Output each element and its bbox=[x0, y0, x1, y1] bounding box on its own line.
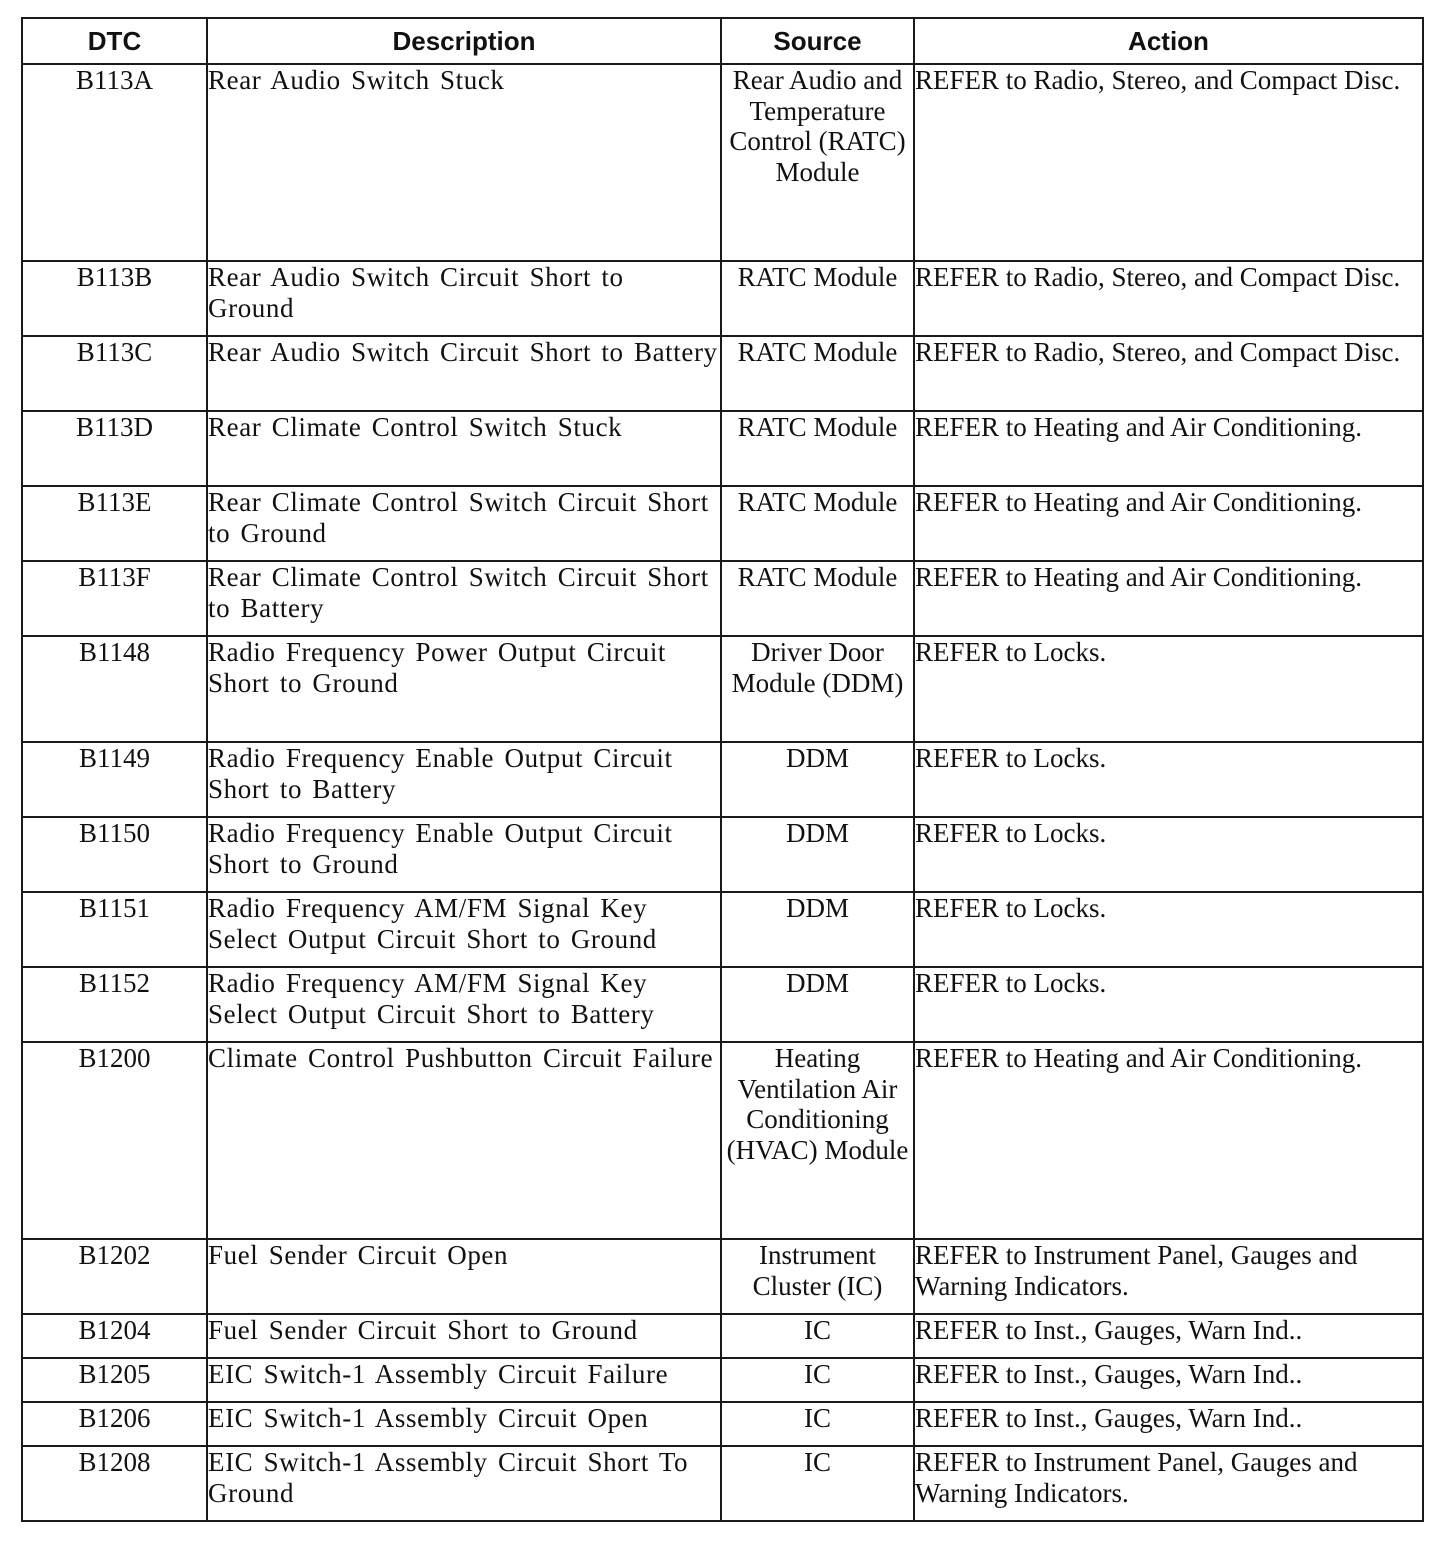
dtc-source: IC bbox=[721, 1358, 914, 1402]
dtc-code: B1149 bbox=[22, 742, 207, 817]
dtc-description: Rear Climate Control Switch Circuit Short to Battery bbox=[207, 561, 721, 636]
dtc-code: B1151 bbox=[22, 892, 207, 967]
dtc-action: REFER to Locks. bbox=[914, 892, 1423, 967]
dtc-source: Driver Door Module (DDM) bbox=[721, 636, 914, 742]
table-row bbox=[22, 64, 1423, 261]
header-source: Source bbox=[721, 18, 914, 64]
dtc-description: Rear Audio Switch Circuit Short to Ground bbox=[207, 261, 721, 336]
dtc-description: EIC Switch-1 Assembly Circuit Short To Ground bbox=[207, 1446, 721, 1521]
dtc-code: B113C bbox=[22, 336, 207, 411]
dtc-source: RATC Module bbox=[721, 336, 914, 411]
dtc-action: REFER to Inst., Gauges, Warn Ind.. bbox=[914, 1314, 1423, 1358]
dtc-source: Rear Audio and Temperature Control (RATC) Module bbox=[721, 64, 914, 261]
dtc-action: REFER to Locks. bbox=[914, 967, 1423, 1042]
dtc-source: RATC Module bbox=[721, 486, 914, 561]
dtc-description: EIC Switch-1 Assembly Circuit Open bbox=[207, 1402, 721, 1446]
dtc-code: B1148 bbox=[22, 636, 207, 742]
dtc-description: Climate Control Pushbutton Circuit Failure bbox=[207, 1042, 721, 1239]
dtc-code: B113F bbox=[22, 561, 207, 636]
header-row bbox=[22, 18, 1423, 64]
dtc-action: REFER to Radio, Stereo, and Compact Disc. bbox=[914, 336, 1423, 411]
dtc-code: B113D bbox=[22, 411, 207, 486]
table-row bbox=[22, 1358, 1423, 1402]
dtc-code: B1150 bbox=[22, 817, 207, 892]
dtc-description: Radio Frequency Enable Output Circuit Short to Ground bbox=[207, 817, 721, 892]
dtc-source: IC bbox=[721, 1402, 914, 1446]
dtc-code: B1200 bbox=[22, 1042, 207, 1239]
dtc-description: Fuel Sender Circuit Open bbox=[207, 1239, 721, 1314]
table-row bbox=[22, 892, 1423, 967]
dtc-description: Radio Frequency Enable Output Circuit Short to Battery bbox=[207, 742, 721, 817]
dtc-description: Radio Frequency AM/FM Signal Key Select Output Circuit Short to Ground bbox=[207, 892, 721, 967]
dtc-action: REFER to Instrument Panel, Gauges and Warning Indicators. bbox=[914, 1446, 1423, 1521]
dtc-source: Instrument Cluster (IC) bbox=[721, 1239, 914, 1314]
dtc-action: REFER to Locks. bbox=[914, 636, 1423, 742]
dtc-action: REFER to Inst., Gauges, Warn Ind.. bbox=[914, 1402, 1423, 1446]
table-row bbox=[22, 636, 1423, 742]
dtc-source: RATC Module bbox=[721, 411, 914, 486]
table-row bbox=[22, 336, 1423, 411]
table-row bbox=[22, 1239, 1423, 1314]
dtc-code: B1204 bbox=[22, 1314, 207, 1358]
dtc-action: REFER to Locks. bbox=[914, 817, 1423, 892]
dtc-action: REFER to Inst., Gauges, Warn Ind.. bbox=[914, 1358, 1423, 1402]
table-row bbox=[22, 1402, 1423, 1446]
table-row bbox=[22, 561, 1423, 636]
dtc-source: RATC Module bbox=[721, 561, 914, 636]
dtc-source: DDM bbox=[721, 892, 914, 967]
table-row bbox=[22, 1042, 1423, 1239]
dtc-source: Heating Ventilation Air Conditioning (HVAC) Module bbox=[721, 1042, 914, 1239]
dtc-description: Rear Climate Control Switch Stuck bbox=[207, 411, 721, 486]
dtc-source: IC bbox=[721, 1446, 914, 1521]
dtc-table bbox=[21, 17, 1424, 1522]
dtc-description: Rear Audio Switch Stuck bbox=[207, 64, 721, 261]
header-description: Description bbox=[207, 18, 721, 64]
dtc-source: DDM bbox=[721, 967, 914, 1042]
table-row bbox=[22, 817, 1423, 892]
dtc-description: EIC Switch-1 Assembly Circuit Failure bbox=[207, 1358, 721, 1402]
dtc-description: Fuel Sender Circuit Short to Ground bbox=[207, 1314, 721, 1358]
table-row bbox=[22, 486, 1423, 561]
dtc-code: B113E bbox=[22, 486, 207, 561]
dtc-code: B1202 bbox=[22, 1239, 207, 1314]
table-row bbox=[22, 742, 1423, 817]
dtc-action: REFER to Heating and Air Conditioning. bbox=[914, 411, 1423, 486]
table-row bbox=[22, 411, 1423, 486]
dtc-source: RATC Module bbox=[721, 261, 914, 336]
dtc-action: REFER to Instrument Panel, Gauges and Warning Indicators. bbox=[914, 1239, 1423, 1314]
header-action: Action bbox=[914, 18, 1423, 64]
dtc-action: REFER to Heating and Air Conditioning. bbox=[914, 1042, 1423, 1239]
dtc-source: DDM bbox=[721, 742, 914, 817]
dtc-code: B1206 bbox=[22, 1402, 207, 1446]
dtc-code: B113A bbox=[22, 64, 207, 261]
dtc-source: IC bbox=[721, 1314, 914, 1358]
dtc-description: Rear Audio Switch Circuit Short to Battery bbox=[207, 336, 721, 411]
header-dtc: DTC bbox=[22, 18, 207, 64]
dtc-action: REFER to Heating and Air Conditioning. bbox=[914, 561, 1423, 636]
dtc-code: B1152 bbox=[22, 967, 207, 1042]
dtc-code: B1205 bbox=[22, 1358, 207, 1402]
table-row bbox=[22, 967, 1423, 1042]
dtc-action: REFER to Radio, Stereo, and Compact Disc. bbox=[914, 64, 1423, 261]
dtc-source: DDM bbox=[721, 817, 914, 892]
table-row bbox=[22, 1446, 1423, 1521]
table-row bbox=[22, 261, 1423, 336]
dtc-code: B113B bbox=[22, 261, 207, 336]
dtc-description: Rear Climate Control Switch Circuit Short to Ground bbox=[207, 486, 721, 561]
dtc-code: B1208 bbox=[22, 1446, 207, 1521]
dtc-action: REFER to Radio, Stereo, and Compact Disc. bbox=[914, 261, 1423, 336]
dtc-action: REFER to Heating and Air Conditioning. bbox=[914, 486, 1423, 561]
table-row bbox=[22, 1314, 1423, 1358]
dtc-action: REFER to Locks. bbox=[914, 742, 1423, 817]
dtc-description: Radio Frequency Power Output Circuit Short to Ground bbox=[207, 636, 721, 742]
dtc-description: Radio Frequency AM/FM Signal Key Select Output Circuit Short to Battery bbox=[207, 967, 721, 1042]
